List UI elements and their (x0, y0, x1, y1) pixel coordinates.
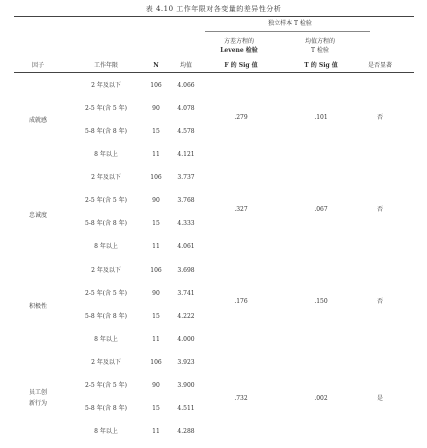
ttest-header-line1: 均值方程的 (304, 38, 335, 45)
header-rule (14, 72, 414, 73)
significant-cell: 否 (376, 114, 383, 121)
f-sig-cell: .732 (234, 395, 248, 402)
col-header-t-sig: T 的 Sig 值 (304, 62, 338, 69)
mean-cell: 4.078 (177, 105, 195, 112)
table-caption: 表 4.10 工作年限对各变量的差异性分析 (145, 5, 282, 13)
n-cell: 15 (152, 313, 160, 320)
n-cell: 90 (152, 105, 160, 112)
significant-cell: 否 (376, 206, 383, 213)
mean-cell: 4.061 (177, 243, 195, 250)
mean-cell: 4.121 (177, 151, 195, 158)
t-sig-cell: .067 (314, 206, 328, 213)
group-header: 独立样本 T 检验 (268, 20, 312, 27)
mean-cell: 3.923 (177, 359, 195, 366)
factor-label: 忠诚度 (28, 212, 47, 219)
n-cell: 11 (152, 428, 160, 435)
n-cell: 11 (152, 243, 160, 250)
n-cell: 15 (152, 405, 160, 412)
n-cell: 11 (152, 336, 160, 343)
col-header-mean: 均值 (179, 62, 192, 69)
mean-cell: 4.333 (177, 220, 195, 227)
t-sig-cell: .002 (314, 395, 328, 402)
mean-cell: 3.698 (177, 267, 195, 274)
n-cell: 15 (152, 220, 160, 227)
years-cell: 2-5 年(含 5 年) (85, 382, 127, 389)
mean-cell: 3.900 (177, 382, 195, 389)
mean-cell: 3.741 (177, 290, 195, 297)
col-header-n: N (153, 62, 159, 69)
mean-cell: 4.066 (177, 82, 195, 89)
years-cell: 8 年以上 (94, 336, 118, 343)
n-cell: 106 (150, 82, 162, 89)
factor-label-line1: 员工创 (28, 389, 47, 396)
years-cell: 8 年以上 (94, 243, 118, 250)
mean-cell: 3.768 (177, 197, 195, 204)
factor-label-line2: 新行为 (28, 400, 47, 407)
years-cell: 2 年及以下 (91, 82, 121, 89)
mean-cell: 4.578 (177, 128, 195, 135)
ttest-header-line2: T 检验 (311, 47, 329, 54)
years-cell: 2-5 年(含 5 年) (85, 197, 127, 204)
col-header-significant: 是否显著 (367, 62, 392, 69)
group-header-rule (205, 31, 370, 32)
n-cell: 90 (152, 197, 160, 204)
mean-cell: 3.737 (177, 174, 195, 181)
years-cell: 5-8 年(含 8 年) (85, 220, 127, 227)
f-sig-cell: .279 (234, 114, 248, 121)
significant-cell: 否 (376, 298, 383, 305)
n-cell: 106 (150, 359, 162, 366)
mean-cell: 4.511 (177, 405, 195, 412)
levene-header-line1: 方差方程的 (223, 38, 254, 45)
top-rule (14, 16, 414, 17)
n-cell: 90 (152, 290, 160, 297)
mean-cell: 4.288 (177, 428, 195, 435)
col-header-factor: 因子 (31, 62, 44, 69)
years-cell: 2 年及以下 (91, 174, 121, 181)
years-cell: 5-8 年(含 8 年) (85, 313, 127, 320)
years-cell: 2-5 年(含 5 年) (85, 290, 127, 297)
col-header-years: 工作年限 (93, 62, 118, 69)
n-cell: 106 (150, 267, 162, 274)
significant-cell: 是 (376, 395, 383, 402)
mean-cell: 4.000 (177, 336, 195, 343)
n-cell: 106 (150, 174, 162, 181)
years-cell: 8 年以上 (94, 151, 118, 158)
f-sig-cell: .327 (234, 206, 248, 213)
years-cell: 8 年以上 (94, 428, 118, 435)
col-header-f-sig: F 的 Sig 值 (224, 62, 258, 69)
t-sig-cell: .150 (314, 298, 328, 305)
factor-label: 积极性 (28, 303, 47, 310)
factor-label: 成就感 (28, 117, 47, 124)
years-cell: 5-8 年(含 8 年) (85, 405, 127, 412)
f-sig-cell: .176 (234, 298, 248, 305)
years-cell: 2 年及以下 (91, 267, 121, 274)
n-cell: 90 (152, 382, 160, 389)
n-cell: 15 (152, 128, 160, 135)
years-cell: 2 年及以下 (91, 359, 121, 366)
levene-header-line2: Levene 检验 (220, 47, 258, 54)
years-cell: 5-8 年(含 8 年) (85, 128, 127, 135)
n-cell: 11 (152, 151, 160, 158)
mean-cell: 4.222 (177, 313, 195, 320)
years-cell: 2-5 年(含 5 年) (85, 105, 127, 112)
t-sig-cell: .101 (314, 114, 328, 121)
